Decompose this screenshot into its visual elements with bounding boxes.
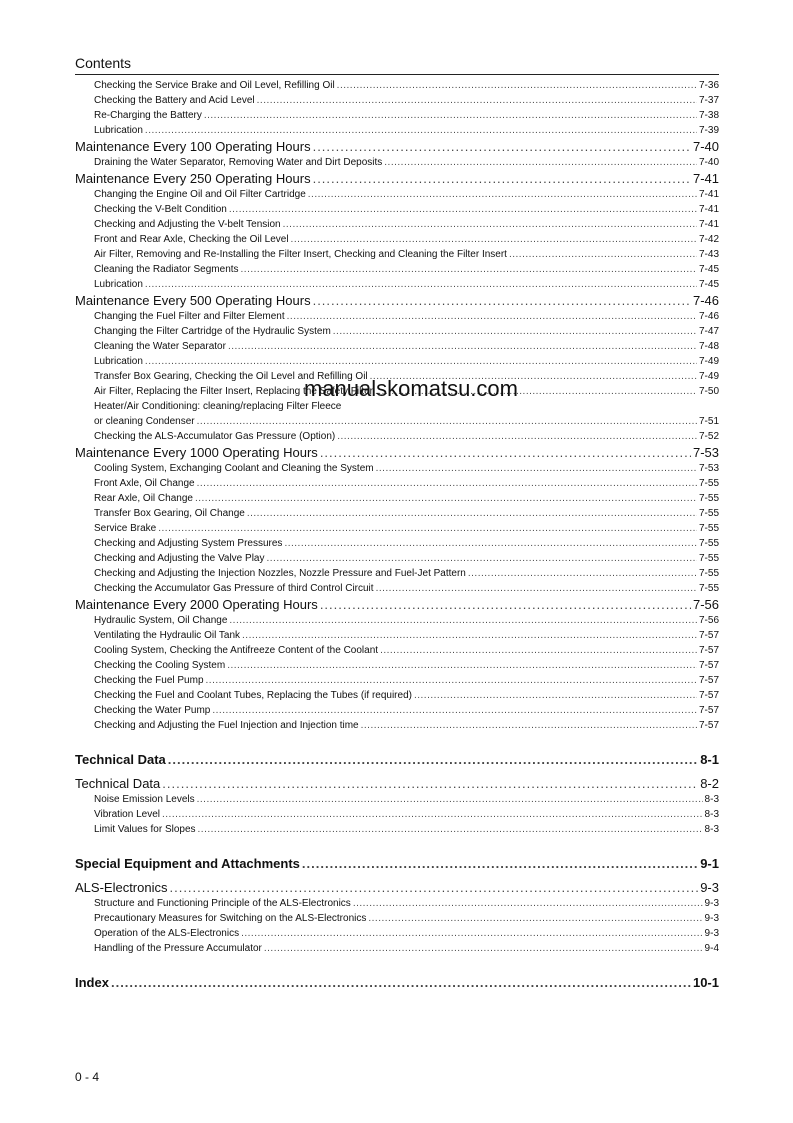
dot-leader [384,155,697,170]
dot-leader [509,247,697,262]
dot-leader [247,506,697,521]
dot-leader [111,974,691,992]
toc-entry-title: Cooling System, Checking the Antifreeze Content of the Coolant [94,645,379,656]
toc-entry[interactable] [75,688,719,703]
dot-leader [145,354,697,369]
toc-entry[interactable] [75,339,719,354]
toc-entry-page: 7-45 [698,279,719,290]
dot-leader [229,613,697,628]
toc-entry-page: 7-55 [698,583,719,594]
toc-entry[interactable] [75,461,719,476]
toc-entry-title: Maintenance Every 1000 Operating Hours [75,445,318,460]
toc-entry-title: Changing the Filter Cartridge of the Hydraulic System [94,326,331,337]
dot-leader [228,339,697,354]
toc-entry-title: Checking the V-Belt Condition [94,204,227,215]
toc-entry-title: Checking the ALS-Accumulator Gas Pressure (Option) [94,431,336,442]
toc-entry-title: Rear Axle, Oil Change [94,493,193,504]
dot-leader [242,628,697,643]
toc-entry-page: 7-57 [698,675,719,686]
toc-entry-page: 10-1 [692,975,719,990]
toc-entry[interactable] [75,217,719,232]
toc-entry-title: Maintenance Every 250 Operating Hours [75,171,311,186]
toc-entry-title: ALS-Electronics [75,880,168,895]
toc-entry-page: 7-55 [698,553,719,564]
toc-entry-page: 9-3 [704,898,719,909]
toc-entry-title: Lubrication [94,356,143,367]
dot-leader [206,673,697,688]
toc-entry-title: Changing the Engine Oil and Oil Filter Cartridge [94,189,306,200]
dot-leader [257,93,697,108]
dot-leader [414,688,697,703]
toc-entry-title: Front Axle, Oil Change [94,478,195,489]
toc-entry[interactable] [75,93,719,108]
toc-entry-page: 7-43 [698,249,719,260]
dot-leader [241,926,702,941]
dot-leader [162,807,703,822]
dot-leader [284,536,697,551]
dot-leader [241,262,697,277]
dot-leader [195,491,697,506]
toc-entry[interactable] [75,792,719,807]
dot-leader [229,202,697,217]
table-of-contents [75,78,719,992]
dot-leader [313,138,691,155]
toc-entry[interactable] [75,108,719,123]
toc-entry-title: Lubrication [94,125,143,136]
toc-entry-page: 7-42 [698,234,719,245]
toc-entry-title: Re-Charging the Battery [94,110,202,121]
toc-entry[interactable] [75,506,719,521]
toc-section[interactable] [75,775,719,792]
toc-entry-title: Transfer Box Gearing, Oil Change [94,508,245,519]
toc-entry[interactable] [75,718,719,733]
toc-entry-page: 7-48 [698,341,719,352]
dot-leader [266,551,697,566]
toc-entry-page: 8-3 [704,809,719,820]
toc-entry-title: Technical Data [75,752,166,767]
toc-entry-page: 8-1 [700,752,719,767]
dot-leader [308,187,697,202]
dot-leader [380,643,697,658]
toc-entry-page: 7-55 [698,538,719,549]
dot-leader [145,277,697,292]
toc-entry-title: Maintenance Every 100 Operating Hours [75,139,311,154]
toc-entry[interactable] [75,262,719,277]
toc-entry-page: 7-56 [692,597,719,612]
toc-entry[interactable] [75,673,719,688]
toc-entry[interactable] [75,202,719,217]
dot-leader [337,429,697,444]
toc-entry-title: Checking the Water Pump [94,705,211,716]
toc-section[interactable] [75,444,719,461]
watermark: manualskomatsu.com [304,376,518,401]
dot-leader [353,896,703,911]
toc-spacer [75,837,719,855]
toc-entry-title: Structure and Functioning Principle of the ALS-Electronics [94,898,351,909]
toc-entry[interactable] [75,277,719,292]
dot-leader [468,566,697,581]
page-header-title: Contents [75,55,132,71]
toc-entry-page: 7-39 [698,125,719,136]
toc-section[interactable] [75,879,719,896]
dot-leader [158,521,697,536]
toc-entry-page: 8-2 [700,776,719,791]
toc-entry[interactable] [75,581,719,596]
toc-entry-title: Service Brake [94,523,157,534]
dot-leader [320,596,691,613]
toc-entry-page: 7-51 [698,416,719,427]
toc-entry[interactable] [75,911,719,926]
toc-entry-page: 8-3 [704,824,719,835]
toc-entry-page: 7-53 [698,463,719,474]
toc-entry-page: 7-53 [692,445,719,460]
toc-entry-title: Checking the Fuel Pump [94,675,204,686]
toc-entry-page: 7-47 [698,326,719,337]
toc-entry-title: Checking the Fuel and Coolant Tubes, Replacing the Tubes (if required) [94,690,412,701]
toc-entry-page: 7-46 [698,311,719,322]
toc-entry-page: 7-41 [698,204,719,215]
toc-entry-title: Checking and Adjusting the Valve Play [94,553,265,564]
toc-entry[interactable] [75,643,719,658]
toc-entry-page: 7-57 [698,630,719,641]
toc-entry-title: Checking and Adjusting the Injection Nozzles, Nozzle Pressure and Fuel-Jet Pattern [94,568,466,579]
toc-section[interactable] [75,138,719,155]
toc-entry-title: Operation of the ALS-Electronics [94,928,240,939]
toc-entry[interactable] [75,703,719,718]
dot-leader [337,78,697,93]
toc-entry-page: 7-57 [698,720,719,731]
toc-entry-title: Heater/Air Conditioning: cleaning/replacing Filter Fleece [94,401,342,412]
toc-entry[interactable] [75,521,719,536]
toc-entry-page: 7-40 [692,139,719,154]
dot-leader [198,822,703,837]
toc-entry-page: 7-52 [698,431,719,442]
toc-entry-page: 7-41 [698,219,719,230]
dot-leader [197,414,697,429]
toc-entry[interactable] [75,658,719,673]
toc-entry-title: Vibration Level [94,809,160,820]
toc-entry[interactable] [75,155,719,170]
toc-entry[interactable] [75,896,719,911]
toc-entry-page: 7-57 [698,660,719,671]
toc-chapter[interactable] [75,974,719,992]
toc-entry-page: 8-3 [704,794,719,805]
toc-entry-title: Handling of the Pressure Accumulator [94,943,262,954]
toc-entry-page: 7-55 [698,493,719,504]
dot-leader [313,170,691,187]
toc-entry-page: 7-41 [692,171,719,186]
toc-entry-title: Checking the Service Brake and Oil Level, Refilling Oil [94,80,335,91]
toc-entry-title: Checking and Adjusting the V-belt Tension [94,219,281,230]
dot-leader [162,775,698,792]
toc-entry[interactable] [75,536,719,551]
toc-entry[interactable] [75,941,719,956]
toc-entry-page: 7-45 [698,264,719,275]
toc-chapter[interactable] [75,751,719,769]
toc-entry-page: 7-55 [698,478,719,489]
dot-leader [376,461,697,476]
toc-entry[interactable] [75,414,719,429]
toc-entry-title: Limit Values for Slopes [94,824,196,835]
toc-entry-page: 7-38 [698,110,719,121]
toc-entry-page: 7-57 [698,690,719,701]
toc-entry-page: 7-50 [698,386,719,397]
toc-section[interactable] [75,170,719,187]
toc-entry[interactable] [75,429,719,444]
dot-leader [204,108,697,123]
toc-entry-title: Checking and Adjusting System Pressures [94,538,283,549]
toc-entry[interactable] [75,78,719,93]
toc-entry-title: Front and Rear Axle, Checking the Oil Level [94,234,289,245]
dot-leader [368,911,702,926]
toc-entry-title: Ventilating the Hydraulic Oil Tank [94,630,241,641]
toc-entry-title: Air Filter, Removing and Re-Installing the Filter Insert, Checking and Cleaning the Filter Insert [94,249,507,260]
dot-leader [287,309,697,324]
header-divider [75,74,719,75]
toc-entry[interactable] [75,551,719,566]
toc-entry[interactable] [75,232,719,247]
toc-entry-title: Lubrication [94,279,143,290]
toc-entry-title: Hydraulic System, Oil Change [94,615,228,626]
toc-entry[interactable] [75,807,719,822]
dot-leader [168,751,698,769]
dot-leader [302,855,698,873]
dot-leader [264,941,703,956]
toc-entry-page: 7-57 [698,705,719,716]
toc-entry-page: 7-57 [698,645,719,656]
toc-spacer [75,956,719,974]
toc-entry[interactable] [75,309,719,324]
toc-entry-title: Maintenance Every 2000 Operating Hours [75,597,318,612]
toc-entry-title: Cleaning the Water Separator [94,341,226,352]
toc-entry-page: 7-37 [698,95,719,106]
toc-entry-title: Technical Data [75,776,161,791]
dot-leader [320,444,691,461]
toc-entry[interactable] [75,476,719,491]
toc-entry[interactable] [75,354,719,369]
toc-entry-title: Checking the Cooling System [94,660,226,671]
toc-entry-page: 7-55 [698,523,719,534]
dot-leader [283,217,697,232]
toc-entry-page: 9-3 [704,928,719,939]
toc-entry[interactable] [75,613,719,628]
toc-entry-page: 7-49 [698,356,719,367]
dot-leader [291,232,697,247]
dot-leader [361,718,697,733]
toc-entry-page: 7-46 [692,293,719,308]
toc-spacer [75,733,719,751]
toc-entry-title: Cleaning the Radiator Segments [94,264,239,275]
toc-entry-page: 7-56 [698,615,719,626]
toc-entry[interactable] [75,926,719,941]
toc-entry-title: or cleaning Condenser [94,416,195,427]
toc-entry-title: Noise Emission Levels [94,794,195,805]
toc-entry[interactable] [75,123,719,138]
dot-leader [169,879,698,896]
toc-entry[interactable] [75,822,719,837]
toc-entry-page: 7-49 [698,371,719,382]
toc-entry-page: 9-1 [700,856,719,871]
toc-entry-page: 7-36 [698,80,719,91]
toc-entry-page: 9-4 [704,943,719,954]
toc-entry-page: 9-3 [704,913,719,924]
toc-entry[interactable] [75,247,719,262]
toc-entry[interactable] [75,566,719,581]
page-number: 0 - 4 [75,1070,100,1084]
dot-leader [197,792,703,807]
dot-leader [197,476,697,491]
toc-entry-page: 7-41 [698,189,719,200]
toc-section[interactable] [75,596,719,613]
toc-entry-page: 7-55 [698,568,719,579]
dot-leader [376,581,697,596]
toc-entry-title: Draining the Water Separator, Removing Water and Dirt Deposits [94,157,383,168]
toc-entry[interactable] [75,187,719,202]
toc-entry-page: 7-40 [698,157,719,168]
dot-leader [313,292,691,309]
toc-entry-title: Special Equipment and Attachments [75,856,300,871]
dot-leader [227,658,697,673]
toc-entry[interactable] [75,324,719,339]
toc-entry-title: Checking the Battery and Acid Level [94,95,255,106]
dot-leader [145,123,697,138]
toc-chapter[interactable] [75,855,719,873]
toc-entry-title: Transfer Box Gearing, Checking the Oil Level and Refilling Oil [94,371,368,382]
toc-entry-title: Precautionary Measures for Switching on the ALS-Electronics [94,913,367,924]
toc-entry[interactable] [75,628,719,643]
toc-entry-title: Checking the Accumulator Gas Pressure of third Control Circuit [94,583,374,594]
toc-entry[interactable] [75,491,719,506]
toc-entry-page: 7-55 [698,508,719,519]
toc-entry-title: Air Filter, Replacing the Filter Insert, Replacing the Safety Filter [94,386,374,397]
toc-entry-title: Cooling System, Exchanging Coolant and Cleaning the System [94,463,374,474]
dot-leader [212,703,697,718]
toc-entry-title: Checking and Adjusting the Fuel Injection and Injection time [94,720,359,731]
toc-entry-page: 9-3 [700,880,719,895]
toc-section[interactable] [75,292,719,309]
toc-entry-title: Maintenance Every 500 Operating Hours [75,293,311,308]
toc-entry-title: Changing the Fuel Filter and Filter Element [94,311,285,322]
dot-leader [333,324,697,339]
toc-entry-title: Index [75,975,109,990]
